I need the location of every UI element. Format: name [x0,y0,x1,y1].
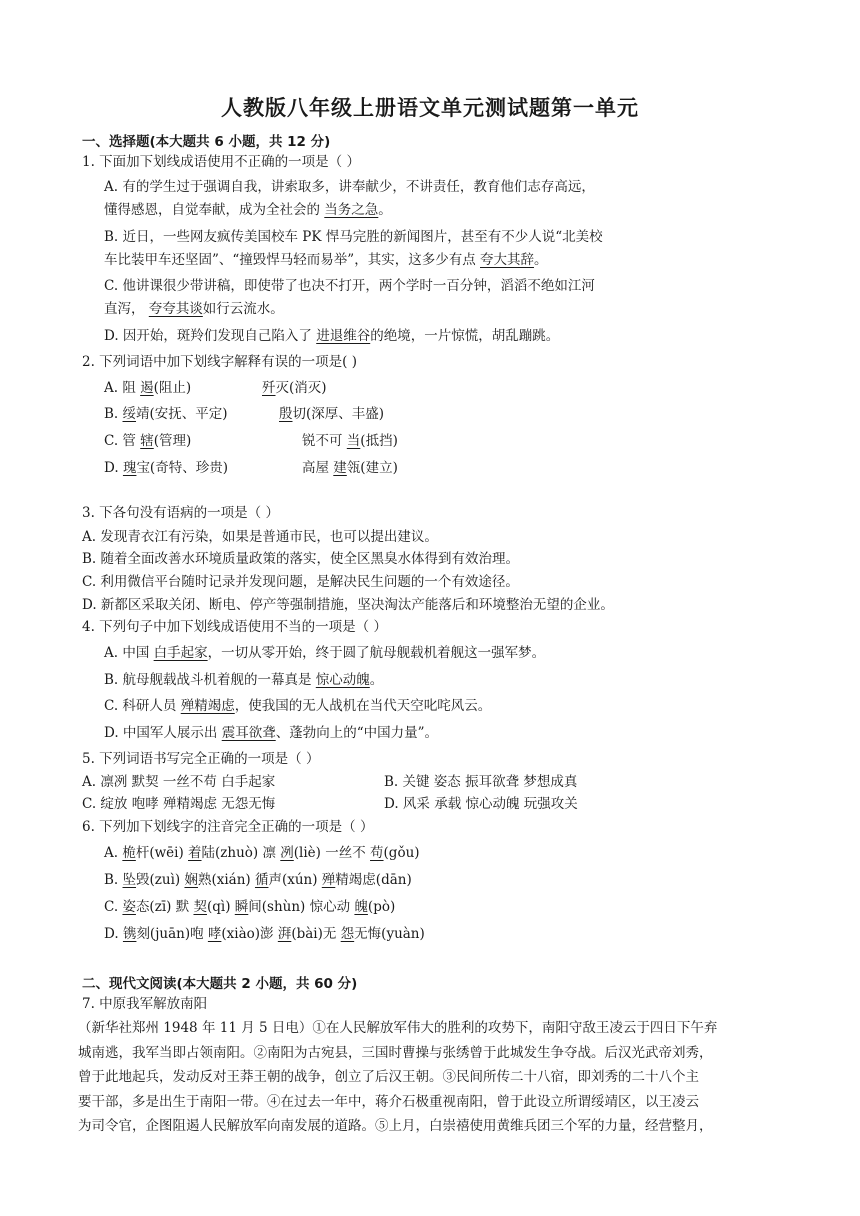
passage-line: 为司令官，企图阻遏人民解放军向南发展的道路。⑤上月，白崇禧使用黄维兵团三个军的力量，经营整月， [78,1118,713,1134]
q3-option-d: D. 新都区采取关闭、断电、停产等强制措施，坚决淘汰产能落后和环境整治无望的企业。 [82,597,614,613]
passage-line: 曾于此地起兵，发动反对王莽王朝的战争，创立了后汉王朝。③民间所传二十八宿，即刘秀的二十八个主 [78,1069,699,1085]
q6-option-c: C. 姿态(zī) 默 契(qì) 瞬间(shùn) 惊心动 魄(pò) [104,899,396,915]
q4-option-c: C. 科研人员 殚精竭虑，使我国的无人战机在当代天空叱咤风云。 [104,698,492,714]
question-4-stem: 4. 下列句子中加下划线成语使用不当的一项是（ ） [82,619,387,635]
q2-option-b-right: 殷切(深厚、丰盛) [279,406,385,422]
passage-line: （新华社郑州 1948 年 11 月 5 日电）①在人民解放军伟大的胜利的攻势下，南阳守敌王凌云于四日下午弃 [78,1020,718,1036]
q4-option-b: B. 航母舰载战斗机着舰的一幕真是 惊心动魄。 [104,672,384,688]
q3-option-b: B. 随着全面改善水环境质量政策的落实，使全区黑臭水体得到有效治理。 [82,551,520,567]
section-heading-choice: 一、选择题(本大题共 6 小题，共 12 分) [82,134,331,150]
question-5-stem: 5. 下列词语书写完全正确的一项是（ ） [82,751,320,767]
underlined-idiom: 夸夸其谈 [148,301,203,317]
passage-line: 城南逃，我军当即占领南阳。②南阳为古宛县，三国时曹操与张绣曾于此城发生争夺战。后汉光武帝刘秀， [78,1044,713,1061]
q1-option-b-line2: 车比装甲车还坚固”、“撞毁悍马轻而易举”，其实，这多少有点 夸大其辞。 [104,252,548,268]
question-7-stem: 7. 中原我军解放南阳 [82,996,208,1012]
q6-option-b: B. 坠毁(zuì) 娴熟(xián) 循声(xún) 殚精竭虑(dān) [104,872,412,888]
question-1-stem: 1. 下面加下划线成语使用不正确的一项是（ ） [82,154,360,170]
q1-option-a-line1: A. 有的学生过于强调自我，讲索取多，讲奉献少，不讲责任，教育他们志存高远， [104,179,595,195]
q6-option-a: A. 桅杆(wēi) 着陆(zhuò) 凛 冽(liè) 一丝不 苟(gǒu) [104,845,420,861]
q6-option-d: D. 镌刻(juān)咆 哮(xiào)澎 湃(bài)无 怨无悔(yuàn) [104,926,425,942]
q4-option-a: A. 中国 白手起家，一切从零开始，终于圆了航母舰载机着舰这一强军梦。 [104,645,546,661]
question-6-stem: 6. 下列加下划线字的注音完全正确的一项是（ ） [82,819,374,835]
section-heading-reading: 二、现代文阅读(本大题共 2 小题，共 60 分) [82,976,358,992]
q1-option-a-line2: 懂得感恩，自觉奉献，成为全社会的 当务之急。 [104,202,392,218]
reading-passage [78,1016,783,1139]
q4-option-d: D. 中国军人展示出 震耳欲聋、蓬勃向上的“中国力量”。 [104,725,439,741]
question-3-stem: 3. 下各句没有语病的一项是（ ） [82,505,279,521]
q2-option-c-right: 锐不可 当(抵挡) [302,433,398,449]
q2-option-d-right: 高屋 建瓴(建立) [302,460,398,476]
underlined-idiom: 进退维谷 [316,328,371,344]
q3-option-a: A. 发现青衣江有污染，如果是普通市民，也可以提出建议。 [82,529,438,545]
q1-option-b-line1: B. 近日，一些网友疯传美国校车 PK 悍马完胜的新闻图片，甚至有不少人说“北美校 [104,229,603,245]
underlined-idiom: 当务之急 [324,202,379,218]
passage-line: 要干部，多是出生于南阳一带。④在过去一年中，蒋介石极重视南阳，曾于此设立所谓绥靖区，以王凌云 [78,1093,699,1110]
q2-option-b-left: B. 绥靖(安抚、平定) [104,406,228,422]
q1-option-c-line1: C. 他讲课很少带讲稿，即使带了也决不打开，两个学时一百分钟，滔滔不绝如江河 [104,278,595,294]
q2-option-d-left: D. 瑰宝(奇特、珍贵) [104,460,228,476]
q5-option-a: A. 凛冽 默契 一丝不苟 白手起家 [82,774,276,790]
q2-option-a-left: A. 阻 遏(阻止) [104,380,192,396]
question-2-stem: 2. 下列词语中加下划线字解释有误的一项是( ) [82,354,357,370]
underlined-idiom: 夸大其辞 [480,252,534,268]
q1-option-d: D. 因开始，斑羚们发现自己陷入了 进退维谷的绝境，一片惊慌，胡乱蹦跳。 [104,328,560,344]
q3-option-c: C. 利用微信平台随时记录并发现问题，是解决民生问题的一个有效途径。 [82,574,519,590]
q2-option-c-left: C. 管 辖(管理) [104,433,192,449]
q2-option-a-right: 歼灭(消灭) [262,380,327,396]
q5-option-c: C. 绽放 咆哮 殚精竭虑 无怨无悔 [82,796,276,812]
q5-option-b: B. 关键 姿态 振耳欲聋 梦想成真 [384,774,578,790]
q5-option-d: D. 风采 承载 惊心动魄 玩强攻关 [384,796,578,812]
page-title: 人教版八年级上册语文单元测试题第一单元 [221,96,639,120]
q1-option-c-line2: 直泻， 夸夸其谈如行云流水。 [104,301,284,317]
